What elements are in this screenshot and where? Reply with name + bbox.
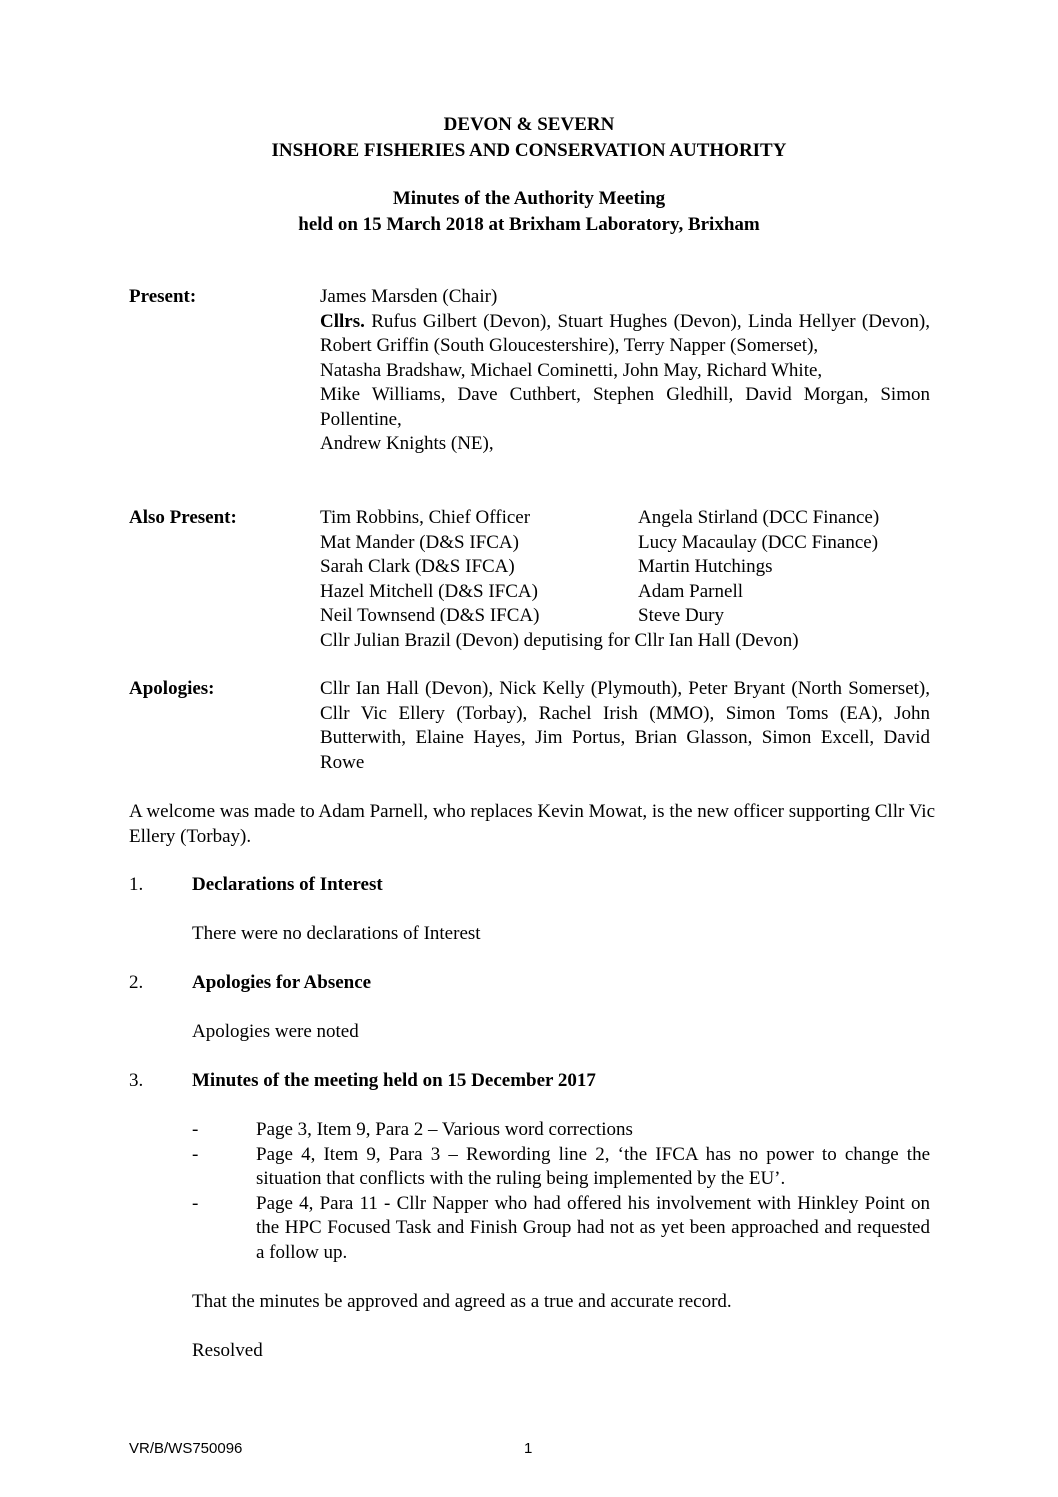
item-number: 2.: [129, 972, 144, 993]
document-reference: VR/B/WS750096: [129, 1440, 243, 1457]
list-item: [320, 555, 960, 580]
also-present-left: Neil Townsend (D&S IFCA): [320, 605, 540, 626]
item-heading: Apologies for Absence: [192, 972, 372, 993]
also-present-left: Tim Robbins, Chief Officer: [320, 507, 531, 528]
also-present-label: Also Present:: [129, 507, 237, 528]
also-present-right: Angela Stirland (DCC Finance): [638, 507, 880, 528]
list-item: [320, 531, 960, 556]
item-number: 1.: [129, 874, 144, 895]
apologies-label: Apologies:: [129, 678, 215, 699]
welcome-paragraph: A welcome was made to Adam Parnell, who replaces Kevin Mowat, is the new officer supporting Cllr Vic Ellery (Torbay).: [129, 801, 935, 847]
item-heading: Minutes of the meeting held on 15 December 2017: [192, 1070, 596, 1091]
bullet-text: Page 4, Para 11 - Cllr Napper who had offered his involvement with Hinkley Point on the HPC Focused Task and Finish Group had not as yet been approached and requested a follow up.: [256, 1192, 930, 1263]
bullet-dash: -: [192, 1143, 199, 1165]
authority-name-line1: DEVON & SEVERN: [443, 114, 615, 135]
bullet-dash: -: [192, 1119, 199, 1140]
page-number: 1: [524, 1440, 533, 1457]
meeting-title-line1: Minutes of the Authority Meeting: [392, 188, 666, 209]
present-label: Present:: [129, 286, 197, 307]
bullet-text: Page 3, Item 9, Para 2 – Various word corrections: [256, 1119, 633, 1140]
item-number: 3.: [129, 1070, 144, 1091]
present-list: [320, 285, 930, 457]
list-item: [320, 604, 960, 629]
list-item: [192, 1192, 932, 1266]
corrections-list: [192, 1118, 932, 1265]
item-body: Apologies were noted: [192, 1021, 359, 1042]
also-present-left: Sarah Clark (D&S IFCA): [320, 556, 515, 577]
also-present-left: Mat Mander (D&S IFCA): [320, 531, 519, 553]
authority-name-line2: INSHORE FISHERIES AND CONSERVATION AUTHORITY: [271, 140, 787, 161]
also-present-list: [320, 506, 960, 653]
present-cllrs: [320, 310, 930, 359]
meeting-title: [0, 186, 1058, 238]
also-present-right: Martin Hutchings: [638, 556, 773, 577]
also-present-right: Adam Parnell: [638, 580, 744, 602]
deputy-note: Cllr Julian Brazil (Devon) deputising for Cllr Ian Hall (Devon): [320, 629, 799, 651]
present-members-line3: Andrew Knights (NE),: [320, 433, 494, 454]
resolved-text: Resolved: [192, 1340, 263, 1361]
also-present-right: Lucy Macaulay (DCC Finance): [638, 531, 879, 553]
apologies-text: Cllr Ian Hall (Devon), Nick Kelly (Plymouth), Peter Bryant (North Somerset), Cllr Vic Ellery (Torbay), Rachel Irish (MMO), Simon Toms (EA), John Butterwith, Elaine Hayes, Jim Portus, Brian Glasson, Simon Excell, David Rowe: [320, 678, 930, 773]
list-item: [320, 506, 960, 531]
also-present-right: Steve Dury: [638, 605, 725, 626]
present-members-line2: Mike Williams, Dave Cuthbert, Stephen Gledhill, David Morgan, Simon Pollentine,: [320, 384, 930, 430]
list-item: [320, 580, 960, 605]
document-title: [0, 112, 1058, 164]
item-body: There were no declarations of Interest: [192, 923, 481, 944]
present-chair: James Marsden (Chair): [320, 286, 498, 307]
approval-text: That the minutes be approved and agreed as a true and accurate record.: [192, 1291, 732, 1312]
list-item: [192, 1118, 932, 1143]
item-heading: Declarations of Interest: [192, 874, 383, 895]
cllrs-prefix: Cllrs.: [320, 310, 365, 332]
present-members-line1: Natasha Bradshaw, Michael Cominetti, John May, Richard White,: [320, 359, 823, 381]
list-item: [192, 1143, 932, 1192]
meeting-title-line2: held on 15 March 2018 at Brixham Laboratory, Brixham: [298, 214, 760, 235]
also-present-left: Hazel Mitchell (D&S IFCA): [320, 580, 538, 602]
bullet-text: Page 4, Item 9, Para 3 – Rewording line 2, ‘the IFCA has no power to change the situation that conflicts with the ruling being implemented by the EU’.: [256, 1143, 930, 1189]
bullet-dash: -: [192, 1192, 199, 1214]
cllrs-names: Rufus Gilbert (Devon), Stuart Hughes (Devon), Linda Hellyer (Devon), Robert Griffin (South Gloucestershire), Terry Napper (Somerset),: [320, 310, 930, 356]
